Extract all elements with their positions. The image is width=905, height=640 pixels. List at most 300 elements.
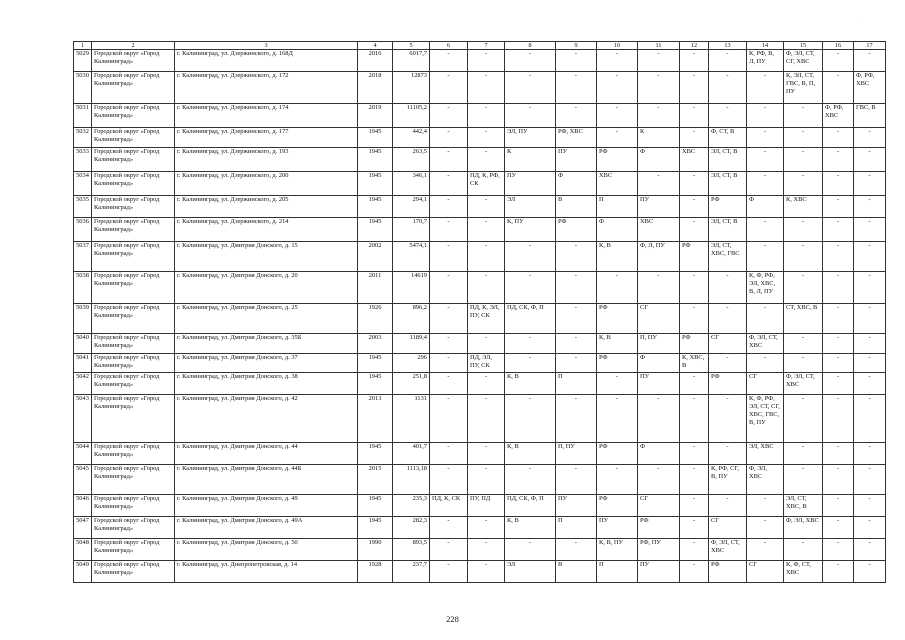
cell-col-16: -	[823, 539, 854, 561]
cell-col-7: -	[468, 539, 505, 561]
cell-col-6: -	[430, 242, 468, 272]
cell-col-10: ХВС	[597, 172, 638, 196]
table-row	[74, 517, 886, 539]
cell-col-17: -	[854, 561, 886, 583]
cell-col-13: -	[709, 495, 747, 517]
cell-col-3: г. Калининград, ул. Дзержинского, д. 205	[175, 196, 358, 218]
cell-col-3: г. Калининград, ул. Дзержинского, д. 168Д	[175, 50, 358, 72]
cell-col-1: 5039	[74, 304, 92, 334]
cell-col-1: 5043	[74, 395, 92, 443]
cell-col-4: 1945	[358, 517, 393, 539]
cell-col-15: К, ЭЛ, СТ, ГВС, В, П, ПУ	[784, 72, 823, 104]
cell-col-14: -	[747, 517, 784, 539]
cell-col-9: -	[556, 272, 597, 304]
cell-col-9: П, ПУ	[556, 443, 597, 465]
cell-col-16: -	[823, 128, 854, 148]
cell-col-13: -	[709, 50, 747, 72]
cell-col-10: Ф	[597, 218, 638, 242]
cell-col-6: -	[430, 50, 468, 72]
cell-col-13: ЭЛ, СТ, В	[709, 218, 747, 242]
cell-col-15: -	[784, 539, 823, 561]
cell-col-4: 2002	[358, 242, 393, 272]
cell-col-1: 5036	[74, 218, 92, 242]
cell-col-5: 896,2	[393, 304, 430, 334]
cell-col-14: -	[747, 104, 784, 128]
cell-col-11: -	[638, 172, 680, 196]
cell-col-1: 5037	[74, 242, 92, 272]
cell-col-1: 5030	[74, 72, 92, 104]
cell-col-9: -	[556, 50, 597, 72]
cell-col-1: 5034	[74, 172, 92, 196]
cell-col-14: -	[747, 218, 784, 242]
cell-col-12: -	[680, 304, 709, 334]
scan-speck: ·	[862, 19, 864, 24]
cell-col-9: Ф	[556, 172, 597, 196]
cell-col-5: 6017,7	[393, 50, 430, 72]
cell-col-13: РФ	[709, 196, 747, 218]
cell-col-3: г. Калининград, ул. Дмитрия Донского, д. 37	[175, 354, 358, 373]
cell-col-4: 1945	[358, 495, 393, 517]
cell-col-12: -	[680, 561, 709, 583]
cell-col-9: ПУ	[556, 495, 597, 517]
cell-col-9: -	[556, 72, 597, 104]
table-row	[74, 148, 886, 172]
table-row	[74, 443, 886, 465]
column-header-4: 4	[358, 42, 393, 50]
column-header-13: 13	[709, 42, 747, 50]
table-body	[74, 50, 886, 583]
cell-col-8: ЭЛ	[505, 561, 556, 583]
cell-col-9: -	[556, 465, 597, 495]
cell-col-12: -	[680, 128, 709, 148]
cell-col-12: К, ХВС, В	[680, 354, 709, 373]
cell-col-3: г. Калининград, ул. Дмитрия Донского, д. 42	[175, 395, 358, 443]
cell-col-8: ПД, СК, Ф, П	[505, 304, 556, 334]
cell-col-2: Городской округ «Город Калининград»	[92, 50, 175, 72]
cell-col-7: -	[468, 104, 505, 128]
cell-col-7: -	[468, 128, 505, 148]
cell-col-4: 1928	[358, 561, 393, 583]
cell-col-2: Городской округ «Город Калининград»	[92, 465, 175, 495]
cell-col-4: 2011	[358, 272, 393, 304]
cell-col-15: -	[784, 172, 823, 196]
cell-col-2: Городской округ «Город Калининград»	[92, 539, 175, 561]
cell-col-10: -	[597, 128, 638, 148]
cell-col-2: Городской округ «Город Калининград»	[92, 128, 175, 148]
cell-col-8: -	[505, 104, 556, 128]
table-row	[74, 272, 886, 304]
cell-col-6: -	[430, 272, 468, 304]
cell-col-11: РФ	[638, 517, 680, 539]
cell-col-13: -	[709, 272, 747, 304]
cell-col-11: Ф	[638, 443, 680, 465]
cell-col-1: 5048	[74, 539, 92, 561]
cell-col-2: Городской округ «Город Калининград»	[92, 517, 175, 539]
cell-col-16: -	[823, 373, 854, 395]
cell-col-12: -	[680, 218, 709, 242]
table-row	[74, 196, 886, 218]
cell-col-17: -	[854, 172, 886, 196]
cell-col-11: СГ	[638, 495, 680, 517]
cell-col-4: 1990	[358, 539, 393, 561]
cell-col-7: -	[468, 561, 505, 583]
cell-col-12: РФ	[680, 242, 709, 272]
cell-col-14: СГ	[747, 561, 784, 583]
cell-col-5: 235,3	[393, 495, 430, 517]
cell-col-10: -	[597, 272, 638, 304]
cell-col-8: ЭЛ	[505, 196, 556, 218]
cell-col-17: -	[854, 395, 886, 443]
cell-col-4: 2013	[358, 395, 393, 443]
cell-col-10: РФ	[597, 304, 638, 334]
cell-col-4: 1945	[358, 172, 393, 196]
cell-col-7: -	[468, 196, 505, 218]
cell-col-2: Городской округ «Город Калининград»	[92, 272, 175, 304]
cell-col-10: ПУ	[597, 517, 638, 539]
cell-col-1: 5032	[74, 128, 92, 148]
cell-col-6: -	[430, 334, 468, 354]
cell-col-15: -	[784, 443, 823, 465]
cell-col-2: Городской округ «Город Калининград»	[92, 495, 175, 517]
cell-col-7: -	[468, 465, 505, 495]
cell-col-13: ЭЛ, СТ, В	[709, 148, 747, 172]
cell-col-8: К	[505, 148, 556, 172]
cell-col-16: -	[823, 304, 854, 334]
cell-col-5: 893,5	[393, 539, 430, 561]
cell-col-4: 2015	[358, 465, 393, 495]
cell-col-8: -	[505, 272, 556, 304]
cell-col-14: СГ	[747, 373, 784, 395]
cell-col-2: Городской округ «Город Калининград»	[92, 148, 175, 172]
cell-col-2: Городской округ «Город Калининград»	[92, 104, 175, 128]
cell-col-16: -	[823, 50, 854, 72]
cell-col-15: -	[784, 395, 823, 443]
cell-col-14: Ф, ЭЛ, СТ, ХВС	[747, 334, 784, 354]
cell-col-16: -	[823, 196, 854, 218]
cell-col-9: -	[556, 104, 597, 128]
column-header-10: 10	[597, 42, 638, 50]
cell-col-15: -	[784, 218, 823, 242]
cell-col-15: -	[784, 148, 823, 172]
cell-col-11: РФ, ПУ	[638, 539, 680, 561]
cell-col-6: -	[430, 148, 468, 172]
cell-col-1: 5044	[74, 443, 92, 465]
scan-speck: ·	[866, 200, 868, 205]
cell-col-13: СГ	[709, 334, 747, 354]
cell-col-6: -	[430, 218, 468, 242]
cell-col-10: -	[597, 50, 638, 72]
cell-col-5: 296	[393, 354, 430, 373]
cell-col-2: Городской округ «Город Калининград»	[92, 395, 175, 443]
cell-col-14: К, РФ, В, Л, ПУ	[747, 50, 784, 72]
cell-col-7: -	[468, 72, 505, 104]
cell-col-6: -	[430, 104, 468, 128]
column-header-6: 6	[430, 42, 468, 50]
cell-col-12: -	[680, 395, 709, 443]
cell-col-9: П	[556, 517, 597, 539]
cell-col-1: 5049	[74, 561, 92, 583]
cell-col-4: 1945	[358, 128, 393, 148]
cell-col-15: -	[784, 104, 823, 128]
cell-col-3: г. Калининград, ул. Дмитрия Донского, д. 50	[175, 539, 358, 561]
cell-col-9: ПУ	[556, 148, 597, 172]
table-row	[74, 373, 886, 395]
cell-col-10: П	[597, 196, 638, 218]
cell-col-9: -	[556, 304, 597, 334]
cell-col-15: -	[784, 128, 823, 148]
column-header-8: 8	[505, 42, 556, 50]
cell-col-2: Городской округ «Город Калининград»	[92, 334, 175, 354]
column-header-3: 3	[175, 42, 358, 50]
table-row	[74, 334, 886, 354]
cell-col-5: 442,4	[393, 128, 430, 148]
cell-col-7: ПУ, ПД	[468, 495, 505, 517]
cell-col-14: К, Ф, РФ, ЭЛ, СТ, СГ, ХВС, ГВС, В, ПУ	[747, 395, 784, 443]
cell-col-1: 5042	[74, 373, 92, 395]
cell-col-4: 1945	[358, 148, 393, 172]
cell-col-17: -	[854, 50, 886, 72]
cell-col-10: -	[597, 104, 638, 128]
cell-col-16: Ф, РФ, ХВС	[823, 104, 854, 128]
cell-col-3: г. Калининград, ул. Дмитрия Донского, д. 49А	[175, 517, 358, 539]
cell-col-13: К, РФ, СГ, В, ПУ	[709, 465, 747, 495]
cell-col-1: 5047	[74, 517, 92, 539]
cell-col-16: -	[823, 242, 854, 272]
cell-col-12: -	[680, 373, 709, 395]
cell-col-11: ПУ	[638, 561, 680, 583]
cell-col-12: -	[680, 465, 709, 495]
cell-col-11: Ф, Л, ПУ	[638, 242, 680, 272]
cell-col-8: -	[505, 242, 556, 272]
cell-col-9: -	[556, 539, 597, 561]
cell-col-6: -	[430, 128, 468, 148]
cell-col-17: -	[854, 218, 886, 242]
cell-col-16: -	[823, 148, 854, 172]
cell-col-8: ПУ	[505, 172, 556, 196]
cell-col-6: -	[430, 304, 468, 334]
cell-col-8: -	[505, 395, 556, 443]
cell-col-14: -	[747, 354, 784, 373]
cell-col-15: К, ХВС	[784, 196, 823, 218]
cell-col-9: РФ	[556, 218, 597, 242]
cell-col-7: -	[468, 395, 505, 443]
cell-col-9: -	[556, 395, 597, 443]
cell-col-1: 5040	[74, 334, 92, 354]
cell-col-10: РФ	[597, 495, 638, 517]
cell-col-7: -	[468, 148, 505, 172]
register-table	[73, 41, 886, 583]
cell-col-8: ПД, СК, Ф, П	[505, 495, 556, 517]
cell-col-12: -	[680, 72, 709, 104]
cell-col-5: 1131	[393, 395, 430, 443]
cell-col-1: 5041	[74, 354, 92, 373]
cell-col-16: -	[823, 561, 854, 583]
table-row	[74, 465, 886, 495]
cell-col-5: 1189,4	[393, 334, 430, 354]
column-header-2: 2	[92, 42, 175, 50]
cell-col-3: г. Калининград, ул. Дзержинского, д. 177	[175, 128, 358, 148]
table-row	[74, 539, 886, 561]
cell-col-7: ПД, К, РФ, СК	[468, 172, 505, 196]
cell-col-17: -	[854, 495, 886, 517]
cell-col-3: г. Калининград, ул. Днепропетровская, д. 14	[175, 561, 358, 583]
cell-col-8: К, В	[505, 443, 556, 465]
cell-col-4: 1926	[358, 304, 393, 334]
cell-col-6: ПД, К, СК	[430, 495, 468, 517]
cell-col-3: г. Калининград, ул. Дзержинского, д. 174	[175, 104, 358, 128]
cell-col-10: К, В	[597, 334, 638, 354]
cell-col-5: 5474,1	[393, 242, 430, 272]
cell-col-8: -	[505, 465, 556, 495]
cell-col-2: Городской округ «Город Калининград»	[92, 561, 175, 583]
table-row	[74, 561, 886, 583]
cell-col-17: ГВС, В	[854, 104, 886, 128]
column-header-1: 1	[74, 42, 92, 50]
cell-col-6: -	[430, 465, 468, 495]
cell-col-8: -	[505, 72, 556, 104]
cell-col-11: СГ	[638, 304, 680, 334]
column-header-16: 16	[823, 42, 854, 50]
column-header-7: 7	[468, 42, 505, 50]
cell-col-8: -	[505, 539, 556, 561]
cell-col-15: -	[784, 242, 823, 272]
cell-col-2: Городской округ «Город Калининград»	[92, 242, 175, 272]
cell-col-15: Ф, ЭЛ, СТ, СГ, ХВС	[784, 50, 823, 72]
cell-col-11: ПУ	[638, 373, 680, 395]
cell-col-9: В	[556, 561, 597, 583]
table-row	[74, 354, 886, 373]
cell-col-3: г. Калининград, ул. Дзержинского, д. 172	[175, 72, 358, 104]
cell-col-10: -	[597, 72, 638, 104]
cell-col-9: -	[556, 334, 597, 354]
cell-col-4: 1945	[358, 196, 393, 218]
cell-col-5: 170,7	[393, 218, 430, 242]
column-header-5: 5	[393, 42, 430, 50]
cell-col-6: -	[430, 395, 468, 443]
cell-col-1: 5033	[74, 148, 92, 172]
cell-col-10: РФ	[597, 354, 638, 373]
cell-col-12: -	[680, 104, 709, 128]
cell-col-15: -	[784, 465, 823, 495]
cell-col-17: -	[854, 465, 886, 495]
cell-col-13: СГ	[709, 517, 747, 539]
cell-col-4: 2016	[358, 50, 393, 72]
cell-col-6: -	[430, 443, 468, 465]
cell-col-13: ЭЛ, СТ, В	[709, 172, 747, 196]
cell-col-6: -	[430, 539, 468, 561]
cell-col-16: -	[823, 465, 854, 495]
cell-col-12: -	[680, 495, 709, 517]
cell-col-14: ЭЛ, ХВС	[747, 443, 784, 465]
cell-col-16: -	[823, 517, 854, 539]
cell-col-4: 2018	[358, 72, 393, 104]
cell-col-15: СТ, ХВС, В	[784, 304, 823, 334]
cell-col-6: -	[430, 373, 468, 395]
column-header-14: 14	[747, 42, 784, 50]
cell-col-5: 263,5	[393, 148, 430, 172]
cell-col-6: -	[430, 354, 468, 373]
table-row	[74, 218, 886, 242]
cell-col-9: П	[556, 373, 597, 395]
cell-col-1: 5035	[74, 196, 92, 218]
cell-col-15: Ф, ЭЛ, СТ, ХВС	[784, 373, 823, 395]
column-header-15: 15	[784, 42, 823, 50]
cell-col-8: К, ПУ	[505, 218, 556, 242]
cell-col-7: ПД, К, ЭЛ, ПУ, СК	[468, 304, 505, 334]
cell-col-2: Городской округ «Город Калининград»	[92, 172, 175, 196]
cell-col-3: г. Калининград, ул. Дмитрия Донского, д. 15	[175, 242, 358, 272]
cell-col-8: -	[505, 354, 556, 373]
cell-col-5: 251,8	[393, 373, 430, 395]
cell-col-2: Городской округ «Город Калининград»	[92, 443, 175, 465]
cell-col-2: Городской округ «Город Калининград»	[92, 354, 175, 373]
cell-col-3: г. Калининград, ул. Дмитрия Донского, д. 49	[175, 495, 358, 517]
cell-col-1: 5029	[74, 50, 92, 72]
cell-col-3: г. Калининград, ул. Дмитрия Донского, д. 38	[175, 373, 358, 395]
cell-col-5: 237,7	[393, 561, 430, 583]
cell-col-1: 5046	[74, 495, 92, 517]
table-header	[74, 42, 886, 50]
column-header-12: 12	[680, 42, 709, 50]
cell-col-8: ЭЛ, ПУ	[505, 128, 556, 148]
cell-col-12: -	[680, 272, 709, 304]
table-row	[74, 242, 886, 272]
cell-col-3: г. Калининград, ул. Дзержинского, д. 193	[175, 148, 358, 172]
cell-col-9: -	[556, 354, 597, 373]
cell-col-13: -	[709, 104, 747, 128]
cell-col-3: г. Калининград, ул. Дмитрия Донского, д. 44	[175, 443, 358, 465]
cell-col-11: К	[638, 128, 680, 148]
cell-col-1: 5038	[74, 272, 92, 304]
cell-col-17: -	[854, 354, 886, 373]
cell-col-15: ЭЛ, СТ, ХВС, В	[784, 495, 823, 517]
cell-col-17: -	[854, 148, 886, 172]
cell-col-10: -	[597, 395, 638, 443]
cell-col-16: -	[823, 172, 854, 196]
cell-col-4: 1945	[358, 373, 393, 395]
cell-col-15: Ф, ЭЛ, ХВС	[784, 517, 823, 539]
cell-col-5: 1113,18	[393, 465, 430, 495]
cell-col-14: -	[747, 72, 784, 104]
cell-col-7: -	[468, 242, 505, 272]
cell-col-16: -	[823, 72, 854, 104]
cell-col-4: 1945	[358, 354, 393, 373]
cell-col-12: -	[680, 50, 709, 72]
cell-col-8: -	[505, 334, 556, 354]
cell-col-14: -	[747, 304, 784, 334]
cell-col-8: -	[505, 50, 556, 72]
cell-col-8: К, В	[505, 517, 556, 539]
cell-col-4: 1945	[358, 218, 393, 242]
cell-col-12: -	[680, 517, 709, 539]
cell-col-13: РФ	[709, 373, 747, 395]
cell-col-7: -	[468, 517, 505, 539]
cell-col-13: -	[709, 304, 747, 334]
cell-col-12: РФ	[680, 334, 709, 354]
cell-col-17: -	[854, 539, 886, 561]
cell-col-13: -	[709, 354, 747, 373]
cell-col-6: -	[430, 517, 468, 539]
cell-col-10: К, В, ПУ	[597, 539, 638, 561]
cell-col-1: 5045	[74, 465, 92, 495]
cell-col-14: -	[747, 148, 784, 172]
cell-col-9: -	[556, 242, 597, 272]
cell-col-13: ЭЛ, СТ, ХВС, ГВС	[709, 242, 747, 272]
cell-col-17: -	[854, 196, 886, 218]
cell-col-17: Ф, РФ, ХВС	[854, 72, 886, 104]
cell-col-11: Ф	[638, 354, 680, 373]
table-row	[74, 495, 886, 517]
